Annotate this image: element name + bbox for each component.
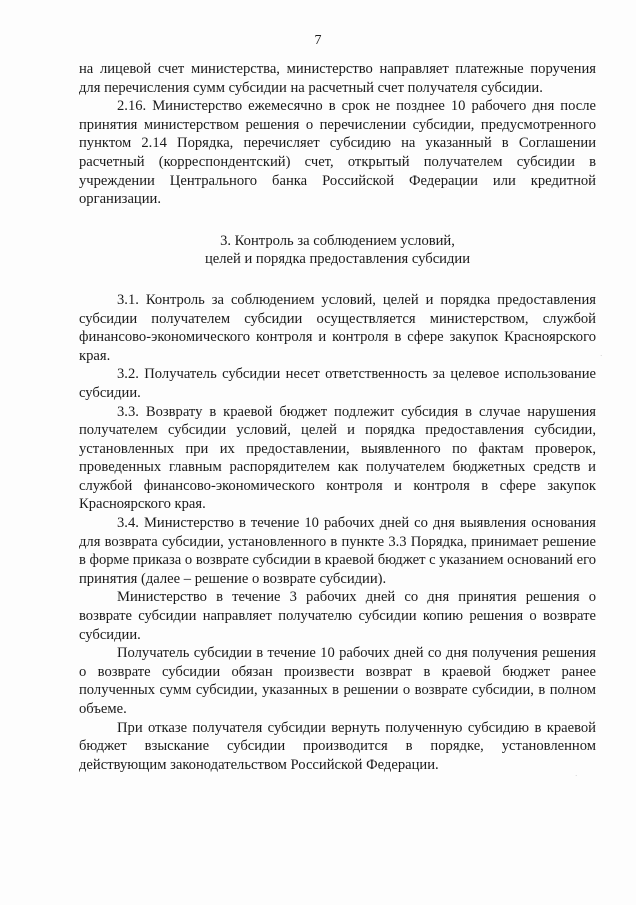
paragraph-3-3: 3.3. Возврату в краевой бюджет подлежит субсидия в случае нарушения получателем субсидии условий, целей и порядка предоставления субсидии, установленных при их предоставлении, выявленного по фактам проверок, проведенных главным распорядителем как получателем бюджетных средств и службой финансово-экономического контроля и контроля в сфере закупок Красноярского края.	[79, 403, 596, 513]
scan-speck: ·	[575, 772, 578, 780]
section-heading	[79, 232, 596, 269]
paragraph-3-1: 3.1. Контроль за соблюдением условий, целей и порядка предоставления субсидии получателем субсидии осуществляется министерством, службой финансово-экономического контроля и контроля в сфере закупок Красноярского края.	[79, 291, 596, 364]
document-body	[79, 60, 596, 774]
paragraph-3-4-notice: Министерство в течение 3 рабочих дней со дня принятия решения о возврате субсидии направляет получателю субсидии копию решения о возврате субсидии.	[79, 589, 596, 643]
section-heading-line-1: 3. Контроль за соблюдением условий,	[220, 232, 455, 249]
page-number: 7	[314, 33, 322, 48]
paragraph-3-4: 3.4. Министерство в течение 10 рабочих дней со дня выявления основания для возврата субсидии, установленного в пункте 3.3 Порядка, принимает решение в форме приказа о возврате субсидии в краевой бюджет с указанием оснований его принятия (далее – решение о возврате субсидии).	[79, 515, 596, 587]
paragraph-2-16: 2.16. Министерство ежемесячно в срок не позднее 10 рабочего дня после принятия министерством решения о перечислении субсидии, предусмотренного пунктом 2.14 Порядка, перечисляет субсидию на указанный в Соглашении расчетный (корреспондентский) счет, открытый получателем субсидии в учреждении Центрального банка Российской Федерации или кредитной организации.	[79, 98, 596, 208]
paragraph-3-4-refusal: При отказе получателя субсидии вернуть полученную субсидию в краевой бюджет взыскание субсидии производится в порядке, установленном действующим законодательством Российской Федерации.	[79, 719, 596, 773]
scan-speck: ·	[600, 352, 603, 360]
paragraph-3-2: 3.2. Получатель субсидии несет ответственность за целевое использование субсидии.	[79, 366, 596, 401]
section-heading-line-2: целей и порядка предоставления субсидии	[204, 251, 471, 268]
paragraph-continuation: на лицевой счет министерства, министерство направляет платежные поручения для перечисления сумм субсидии на расчетный счет получателя субсидии.	[79, 61, 596, 96]
paragraph-3-4-return: Получатель субсидии в течение 10 рабочих дней со дня получения решения о возврате субсидии обязан произвести возврат в краевой бюджет ранее полученных сумм субсидии, указанных в решении о возврате субсидии, в полном объеме.	[79, 645, 596, 717]
